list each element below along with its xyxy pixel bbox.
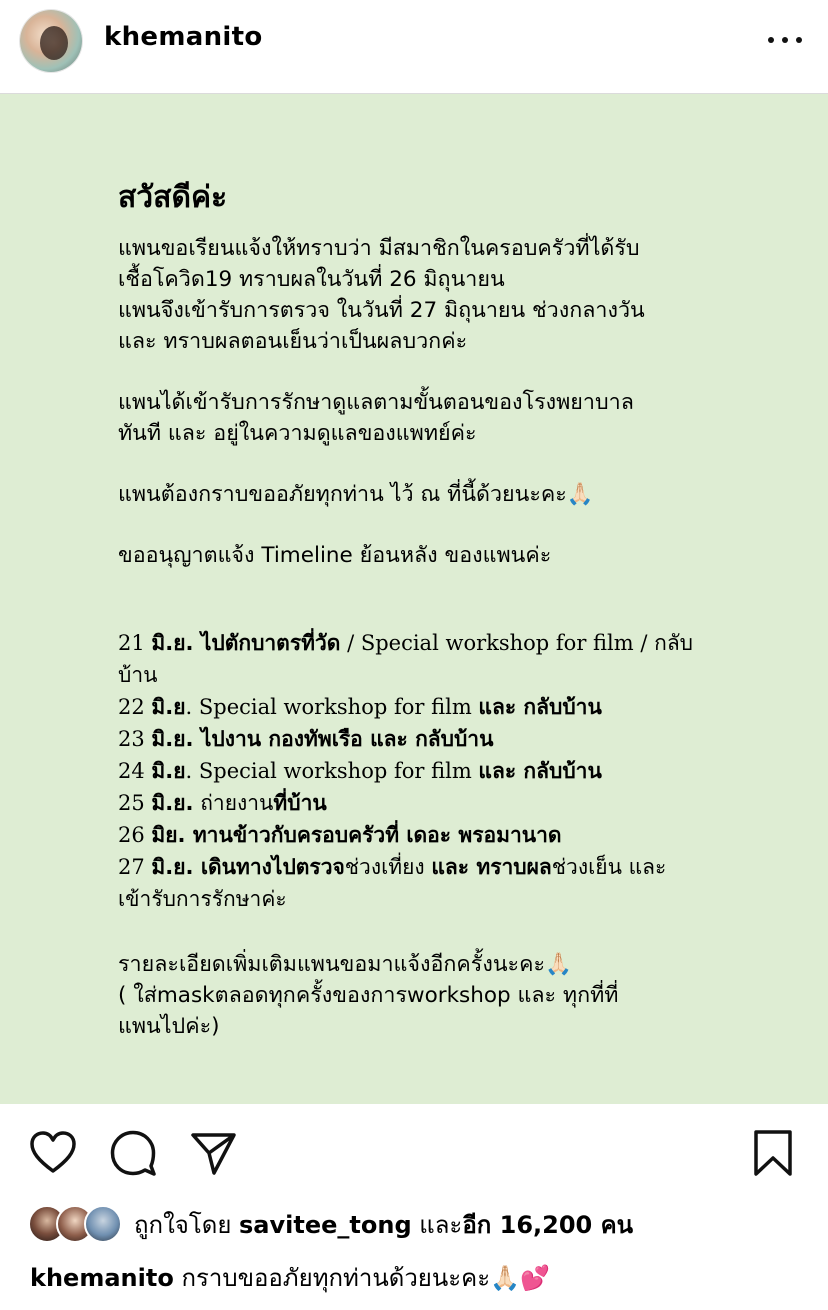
paragraph-line: และ ทราบผลตอนเย็นว่าเป็นผลบวกค่ะ (118, 329, 468, 354)
paragraph-line: ( ใส่maskตลอดทุกครั้งของการworkshop และ ทุกที่ที่ (118, 983, 619, 1008)
apology-line: แพนต้องกราบขออภัยทุกท่าน ไว้ ณ ที่นี้ด้วยนะคะ🙏🏻 (118, 482, 594, 507)
bookmark-icon[interactable] (748, 1128, 798, 1178)
liker-username[interactable]: savitee_tong (239, 1210, 412, 1239)
profile-avatar[interactable] (20, 10, 82, 72)
action-bar (0, 1104, 828, 1204)
more-options-icon[interactable] (768, 30, 802, 50)
timeline-list (118, 627, 718, 915)
likes-text: ถูกใจโดย savitee_tong และอีก 16,200 คน (134, 1210, 634, 1239)
paragraph-line: แพนจึงเข้ารับการตรวจ ในวันที่ 27 มิถุนายน ช่วงกลางวัน (118, 298, 645, 323)
timeline-item: 27 มิ.ย. เดินทางไปตรวจช่วงเที่ยง และ ทราบผลช่วงเย็น และ (118, 855, 667, 879)
timeline-item: 25 มิ.ย. ถ่ายงานที่บ้าน (118, 791, 327, 815)
timeline-item: 24 มิ.ย. Special workshop for film และ กลับบ้าน (118, 759, 602, 783)
caption-text: กราบขออภัยทุกท่านด้วยนะคะ🙏🏻💕 (173, 1264, 550, 1292)
timeline-intro: ขออนุญาตแจ้ง Timeline ย้อนหลัง ของแพนค่ะ (118, 543, 552, 568)
likes-summary[interactable] (28, 1204, 633, 1244)
paragraph-line: รายละเอียดเพิ่มเติมแพนขอมาแจ้งอีกครั้งนะคะ🙏🏻 (118, 952, 572, 977)
paragraph-line: แพนไปค่ะ) (118, 1014, 220, 1039)
likes-count[interactable]: อีก 16,200 คน (462, 1210, 634, 1239)
paragraph-line: แพนขอเรียนแจ้งให้ทราบว่า มีสมาชิกในครอบครัวที่ได้รับ (118, 236, 640, 261)
post-caption (30, 1258, 550, 1297)
post-image[interactable] (0, 94, 828, 1104)
paragraph-line: เชื้อโควิด19 ทราบผลในวันที่ 26 มิถุนายน (118, 267, 505, 292)
comment-icon[interactable] (108, 1128, 158, 1178)
paragraph-line: แพนได้เข้ารับการรักษาดูแลตามขั้นตอนของโรงพยาบาล (118, 390, 634, 415)
username[interactable]: khemanito (104, 22, 263, 52)
post-header (0, 0, 828, 94)
timeline-item: 21 มิ.ย. ไปตักบาตรที่วัด / Special workshop for film / กลับ (118, 631, 694, 655)
timeline-item: 22 มิ.ย. Special workshop for film และ กลับบ้าน (118, 695, 602, 719)
share-icon[interactable] (188, 1128, 238, 1178)
caption-username[interactable]: khemanito (30, 1264, 174, 1292)
timeline-item: 26 มิย. ทานข้าวกับครอบครัวที่ เดอะ พรอมานาด (118, 823, 562, 847)
greeting: สวัสดีค่ะ (118, 180, 228, 215)
paragraph-line: ทันที และ อยู่ในความดูแลของแพทย์ค่ะ (118, 421, 477, 446)
heart-icon[interactable] (28, 1128, 78, 1178)
timeline-item-continued: บ้าน (118, 663, 158, 687)
post-text-content (118, 174, 718, 1042)
liker-avatar (84, 1205, 122, 1243)
timeline-item-continued: เข้ารับการรักษาค่ะ (118, 887, 287, 911)
timeline-item: 23 มิ.ย. ไปงาน กองทัพเรือ และ กลับบ้าน (118, 727, 494, 751)
